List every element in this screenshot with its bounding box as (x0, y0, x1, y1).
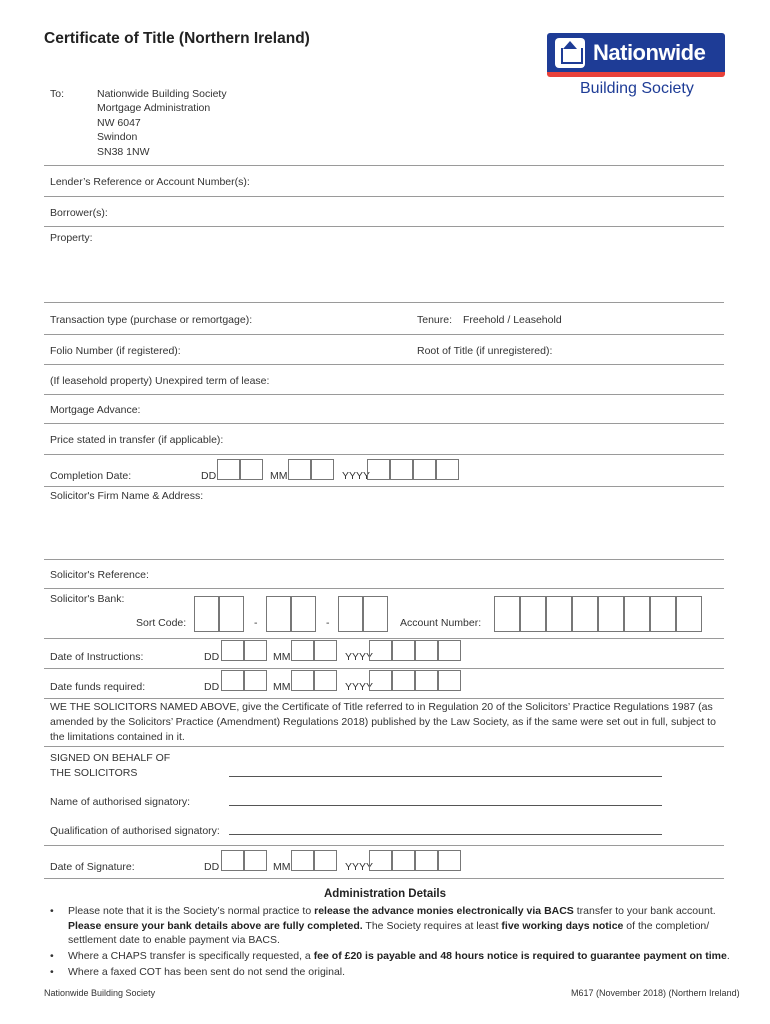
account-number-box[interactable] (494, 596, 520, 632)
dd-label: DD (201, 470, 217, 482)
address-line: SN38 1NW (97, 146, 150, 158)
sort-code-box[interactable] (338, 596, 363, 632)
account-number-box[interactable] (598, 596, 624, 632)
signatory-qualification-label: Qualification of authorised signatory: (50, 825, 220, 837)
root-of-title-field[interactable]: Root of Title (if unregistered): (417, 345, 553, 357)
divider (44, 746, 724, 747)
divider (44, 226, 724, 227)
completion-year-box[interactable] (367, 459, 390, 480)
footer-right: M617 (November 2018) (Northern Ireland) (571, 988, 740, 998)
instructions-month-box[interactable] (314, 640, 337, 661)
date-signature-label: Date of Signature: (50, 861, 135, 873)
divider (44, 559, 724, 560)
funds-day-box[interactable] (244, 670, 267, 691)
instructions-day-box[interactable] (221, 640, 244, 661)
admin-details-heading: Administration Details (323, 888, 447, 900)
instructions-year-box[interactable] (392, 640, 415, 661)
transaction-type-field[interactable]: Transaction type (purchase or remortgage): (50, 314, 253, 326)
account-number-box[interactable] (650, 596, 676, 632)
sort-code-dash: - (326, 617, 330, 629)
instructions-year-box[interactable] (415, 640, 438, 661)
funds-year-box[interactable] (392, 670, 415, 691)
admin-details-list (50, 904, 730, 981)
signature-day-box[interactable] (244, 850, 267, 871)
logo-subtitle: Building Society (580, 80, 694, 97)
date-instructions-label: Date of Instructions: (50, 651, 144, 663)
mm-label: MM (273, 681, 291, 693)
divider (44, 165, 724, 166)
dd-label: DD (204, 681, 220, 693)
divider (44, 334, 724, 335)
completion-year-box[interactable] (436, 459, 459, 480)
borrowers-field[interactable]: Borrower(s): (50, 207, 108, 219)
instructions-day-box[interactable] (244, 640, 267, 661)
yyyy-label: YYYY (345, 861, 374, 873)
sort-code-label: Sort Code: (136, 617, 187, 629)
funds-year-box[interactable] (369, 670, 392, 691)
mortgage-advance-field[interactable]: Mortgage Advance: (50, 404, 141, 416)
signature-year-box[interactable] (438, 850, 461, 871)
instructions-year-box[interactable] (438, 640, 461, 661)
divider (44, 486, 724, 487)
divider (44, 454, 724, 455)
mm-label: MM (270, 470, 288, 482)
instructions-month-box[interactable] (291, 640, 314, 661)
account-number-box[interactable] (520, 596, 546, 632)
account-number-label: Account Number: (400, 617, 482, 629)
funds-day-box[interactable] (221, 670, 244, 691)
sort-code-box[interactable] (194, 596, 219, 632)
logo-name: Nationwide (593, 39, 706, 65)
divider (44, 698, 724, 699)
signature-month-box[interactable] (291, 850, 314, 871)
account-number-box[interactable] (572, 596, 598, 632)
account-number-box[interactable] (546, 596, 572, 632)
address-line: NW 6047 (97, 117, 141, 129)
instructions-year-box[interactable] (369, 640, 392, 661)
mm-label: MM (273, 651, 291, 663)
lease-term-field[interactable]: (If leasehold property) Unexpired term of lease: (50, 375, 270, 387)
divider (44, 638, 724, 639)
divider (44, 394, 724, 395)
solicitor-bank-field[interactable]: Solicitor's Bank: (50, 593, 125, 605)
divider (44, 364, 724, 365)
completion-year-box[interactable] (413, 459, 436, 480)
divider (44, 302, 724, 303)
signature-year-box[interactable] (369, 850, 392, 871)
list-item: • Where a faxed COT has been sent do not send the original. (50, 965, 730, 980)
completion-month-box[interactable] (288, 459, 311, 480)
account-number-box[interactable] (676, 596, 702, 632)
sort-code-box[interactable] (363, 596, 388, 632)
yyyy-label: YYYY (345, 681, 374, 693)
divider (44, 668, 724, 669)
address-line: Mortgage Administration (97, 102, 211, 114)
nationwide-logo (547, 33, 725, 77)
dd-label: DD (204, 861, 220, 873)
signature-year-box[interactable] (415, 850, 438, 871)
completion-day-box[interactable] (217, 459, 240, 480)
dd-label: DD (204, 651, 220, 663)
completion-year-box[interactable] (390, 459, 413, 480)
signature-year-box[interactable] (392, 850, 415, 871)
divider (44, 588, 724, 589)
signed-label-line1: SIGNED ON BEHALF OF (50, 752, 171, 764)
tenure-label: Tenure: (417, 314, 453, 326)
list-item: • Please note that it is the Society’s normal practice to release the advance monies electronically via BACS transfer to your bank account. Please ensure your bank details above are fully completed. The Society requires at least five working days notice of the completion/ settlement date to enable payment via BACS. (50, 904, 730, 948)
footer-left: Nationwide Building Society (44, 988, 156, 998)
yyyy-label: YYYY (345, 651, 374, 663)
declaration-text: WE THE SOLICITORS NAMED ABOVE, give the Certificate of Title referred to in Regulation 20 of the Solicitors’ Practice Regulations 1987 (as amended by the Solicitors’ Practice (Amendment) Regulations 2018) published by the Law Society, as if the same were set out in full, subject to the limitations contained in it. (50, 701, 716, 743)
to-label: To: (50, 88, 65, 100)
signatory-qualification-line[interactable] (229, 834, 662, 835)
price-transfer-field[interactable]: Price stated in transfer (if applicable): (50, 434, 224, 446)
completion-month-box[interactable] (311, 459, 334, 480)
address-line: Nationwide Building Society (97, 88, 227, 100)
funds-year-box[interactable] (438, 670, 461, 691)
list-item: • Where a CHAPS transfer is specifically requested, a fee of £20 is payable and 48 hours notice is required to guarantee payment on time. (50, 949, 730, 964)
tenure-options[interactable]: Freehold / Leasehold (463, 314, 562, 326)
signature-line[interactable] (229, 776, 662, 777)
signed-label-line2: THE SOLICITORS (50, 767, 138, 779)
house-icon (555, 38, 585, 68)
signatory-name-line[interactable] (229, 805, 662, 806)
account-number-box[interactable] (624, 596, 650, 632)
funds-month-box[interactable] (314, 670, 337, 691)
sort-code-box[interactable] (266, 596, 291, 632)
divider (44, 845, 724, 846)
sort-code-box[interactable] (219, 596, 244, 632)
solicitor-reference-field[interactable]: Solicitor's Reference: (50, 569, 149, 581)
funds-month-box[interactable] (291, 670, 314, 691)
yyyy-label: YYYY (342, 470, 371, 482)
completion-day-box[interactable] (240, 459, 263, 480)
signature-day-box[interactable] (221, 850, 244, 871)
sort-code-box[interactable] (291, 596, 316, 632)
folio-number-field[interactable]: Folio Number (if registered): (50, 345, 181, 357)
page-title: Certificate of Title (Northern Ireland) (44, 30, 310, 47)
date-funds-label: Date funds required: (50, 681, 146, 693)
signatory-name-label: Name of authorised signatory: (50, 796, 191, 808)
address-line: Swindon (97, 131, 138, 143)
signature-month-box[interactable] (314, 850, 337, 871)
funds-year-box[interactable] (415, 670, 438, 691)
property-field[interactable]: Property: (50, 232, 93, 244)
divider (44, 196, 724, 197)
divider (44, 423, 724, 424)
solicitor-firm-field[interactable]: Solicitor's Firm Name & Address: (50, 490, 204, 502)
divider (44, 878, 724, 879)
lender-reference-field[interactable]: Lender’s Reference or Account Number(s): (50, 176, 250, 188)
completion-date-label: Completion Date: (50, 470, 132, 482)
mm-label: MM (273, 861, 291, 873)
sort-code-dash: - (254, 617, 258, 629)
